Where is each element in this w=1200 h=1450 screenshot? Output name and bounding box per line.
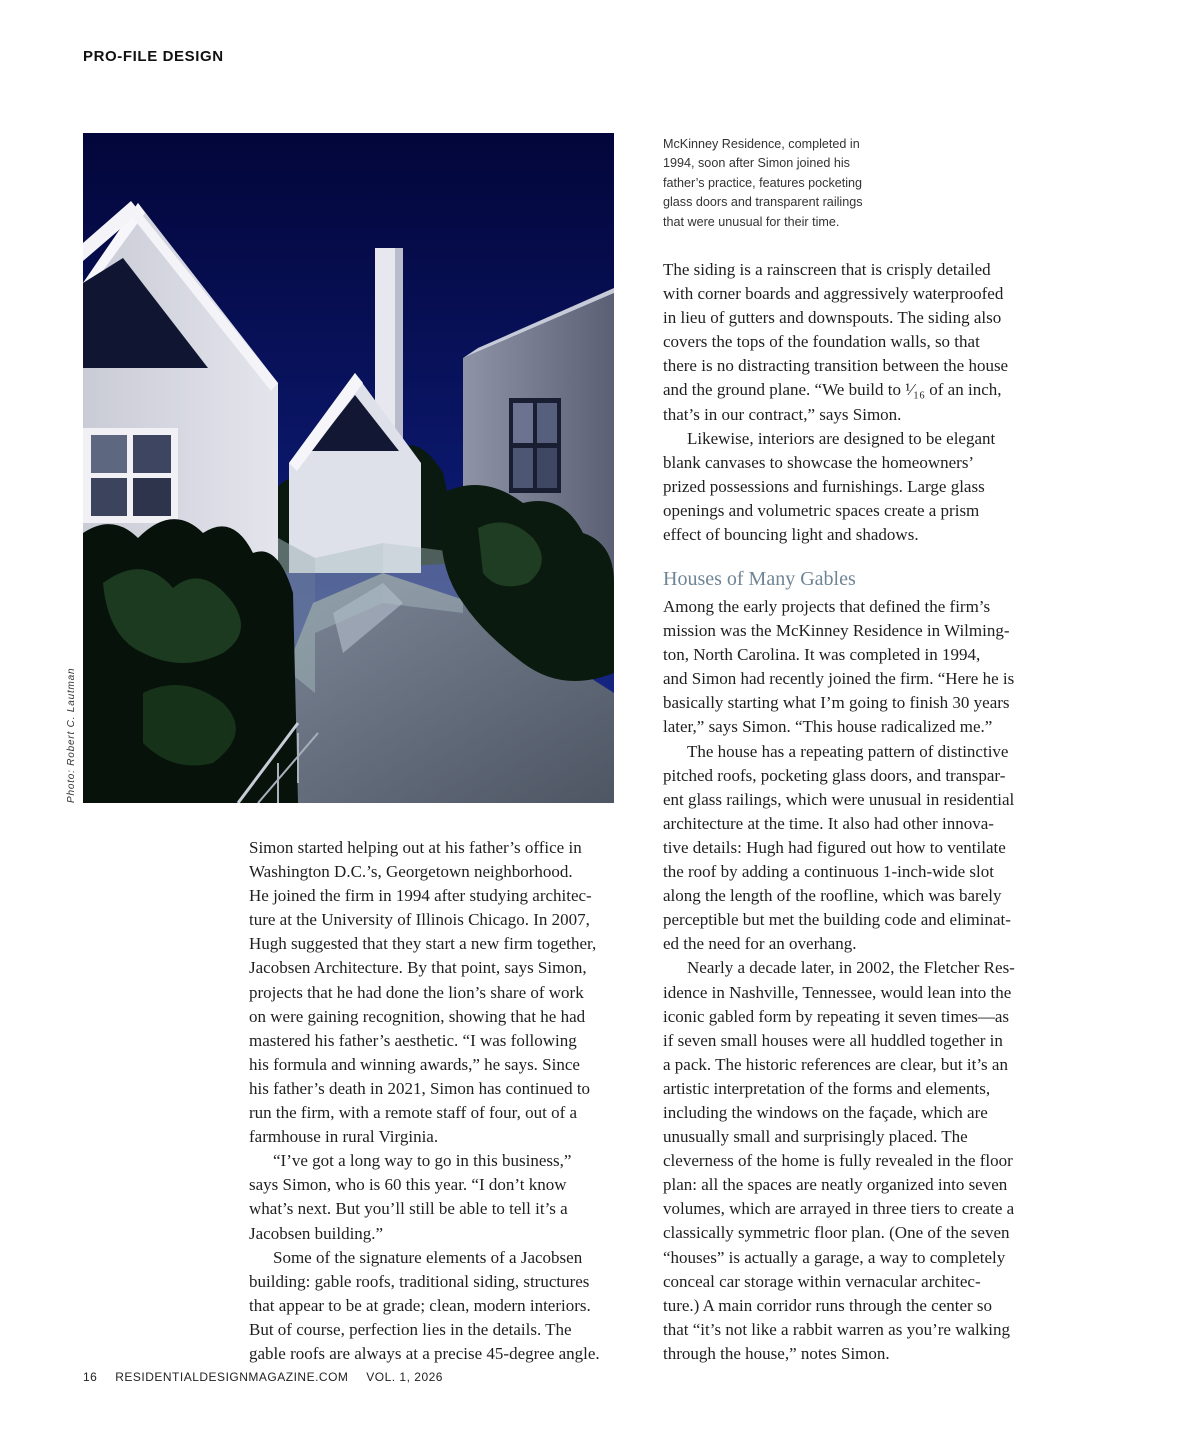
footer-volume: VOL. 1, 2026 <box>366 1370 443 1384</box>
paragraph: Nearly a decade later, in 2002, the Fletcher Res- idence in Nashville, Tennessee, would lean into the iconic gabled form by repeating it seven times—as if seven small houses were all huddled together in a pack. The historic references are clear, but it’s an artistic interpretation of the forms and elements, including the windows on the façade, which are unusually small and surprisingly placed. The cleverness of the home is fully revealed in the floor plan: all the spaces are neatly organized into seven volumes, which are arrayed in three tiers to create a classically symmetric floor plan. (One of the seven “houses” is actually a garage, a way to completely conceal car storage within vernacular architec- ture.) A main corridor runs through the center so that “it’s not like a rabbit warren as you’re walking through the house,” notes Simon. <box>663 958 1015 1363</box>
paragraph: Some of the signature elements of a Jacobsen building: gable roofs, traditional siding, structures that appear to be at grade; clean, modern interiors. But of course, perfection lies in the details. The gable roofs are always at a precise 45-degree angle. <box>249 1247 600 1363</box>
article-column-right-bottom <box>663 595 1063 1366</box>
footer-site: RESIDENTIALDESIGNMAGAZINE.COM <box>115 1370 349 1384</box>
page-number: 16 <box>83 1370 98 1384</box>
paragraph: “I’ve got a long way to go in this business,” says Simon, who is 60 this year. “I don’t know what’s next. But you’ll still be able to tell it’s a Jacobsen building.” <box>249 1151 572 1243</box>
paragraph: The house has a repeating pattern of distinctive pitched roofs, pocketing glass doors, and transpar- ent glass railings, which were unusual in residential architecture at the time. It also had other innova- tive details: Hugh had figured out how to ventilate the roof by adding a continuous 1-inch-wide slot along the length of the roofline, which was barely perceptible but met the building code and eliminat- ed the need for an overhang. <box>663 741 1015 954</box>
section-subhead: Houses of Many Gables <box>663 568 856 590</box>
mckinney-residence-image <box>83 133 614 803</box>
paragraph: Among the early projects that defined the firm’s mission was the McKinney Residence in Wilming- ton, North Carolina. It was completed in 1994, and Simon had recently joined the firm. “Here he is basically starting what I’m going to finish 30 years later,” says Simon. “This house radicalized me.” <box>663 597 1015 737</box>
article-column-right-top <box>663 258 1063 547</box>
paragraph: The siding is a rainscreen that is crisply detailed with corner boards and aggressively waterproofed in lieu of gutters and downspouts. The siding also covers the tops of the foundation walls, so that there is no distracting transition between the house and the ground plane. “We build to ¹⁄₁₆ of an inch, that’s in our contract,” says Simon. <box>663 260 1009 424</box>
page-footer <box>83 1370 457 1384</box>
house-photo <box>83 133 614 803</box>
section-label: PRO-FILE DESIGN <box>83 48 224 65</box>
photo-credit: Photo: Robert C. Lautman <box>66 667 77 803</box>
article-column-left <box>249 836 649 1366</box>
paragraph: Likewise, interiors are designed to be elegant blank canvases to showcase the homeowners’ prized possessions and furnishings. Large glass openings and volumetric spaces create a prism effect of bouncing light and shadows. <box>663 428 996 545</box>
paragraph: Simon started helping out at his father’s office in Washington D.C.’s, Georgetown neighborhood. He joined the firm in 1994 after studying architec- ture at the University of Illinois Chicago. In 2007, Hugh suggested that they start a new firm together, Jacobsen Architecture. By that point, says Simon, projects that he had done the lion’s share of work on were gaining recognition, showing that he had mastered his father’s aesthetic. “I was following his formula and winning awards,” he says. Since his father’s death in 2021, Simon has continued to run the firm, with a remote staff of four, out of a farmhouse in rural Virginia. <box>249 838 597 1147</box>
photo-caption: McKinney Residence, completed in 1994, soon after Simon joined his father’s practice, features pocketing glass doors and transparent railings that were unusual for their time. <box>663 137 863 229</box>
